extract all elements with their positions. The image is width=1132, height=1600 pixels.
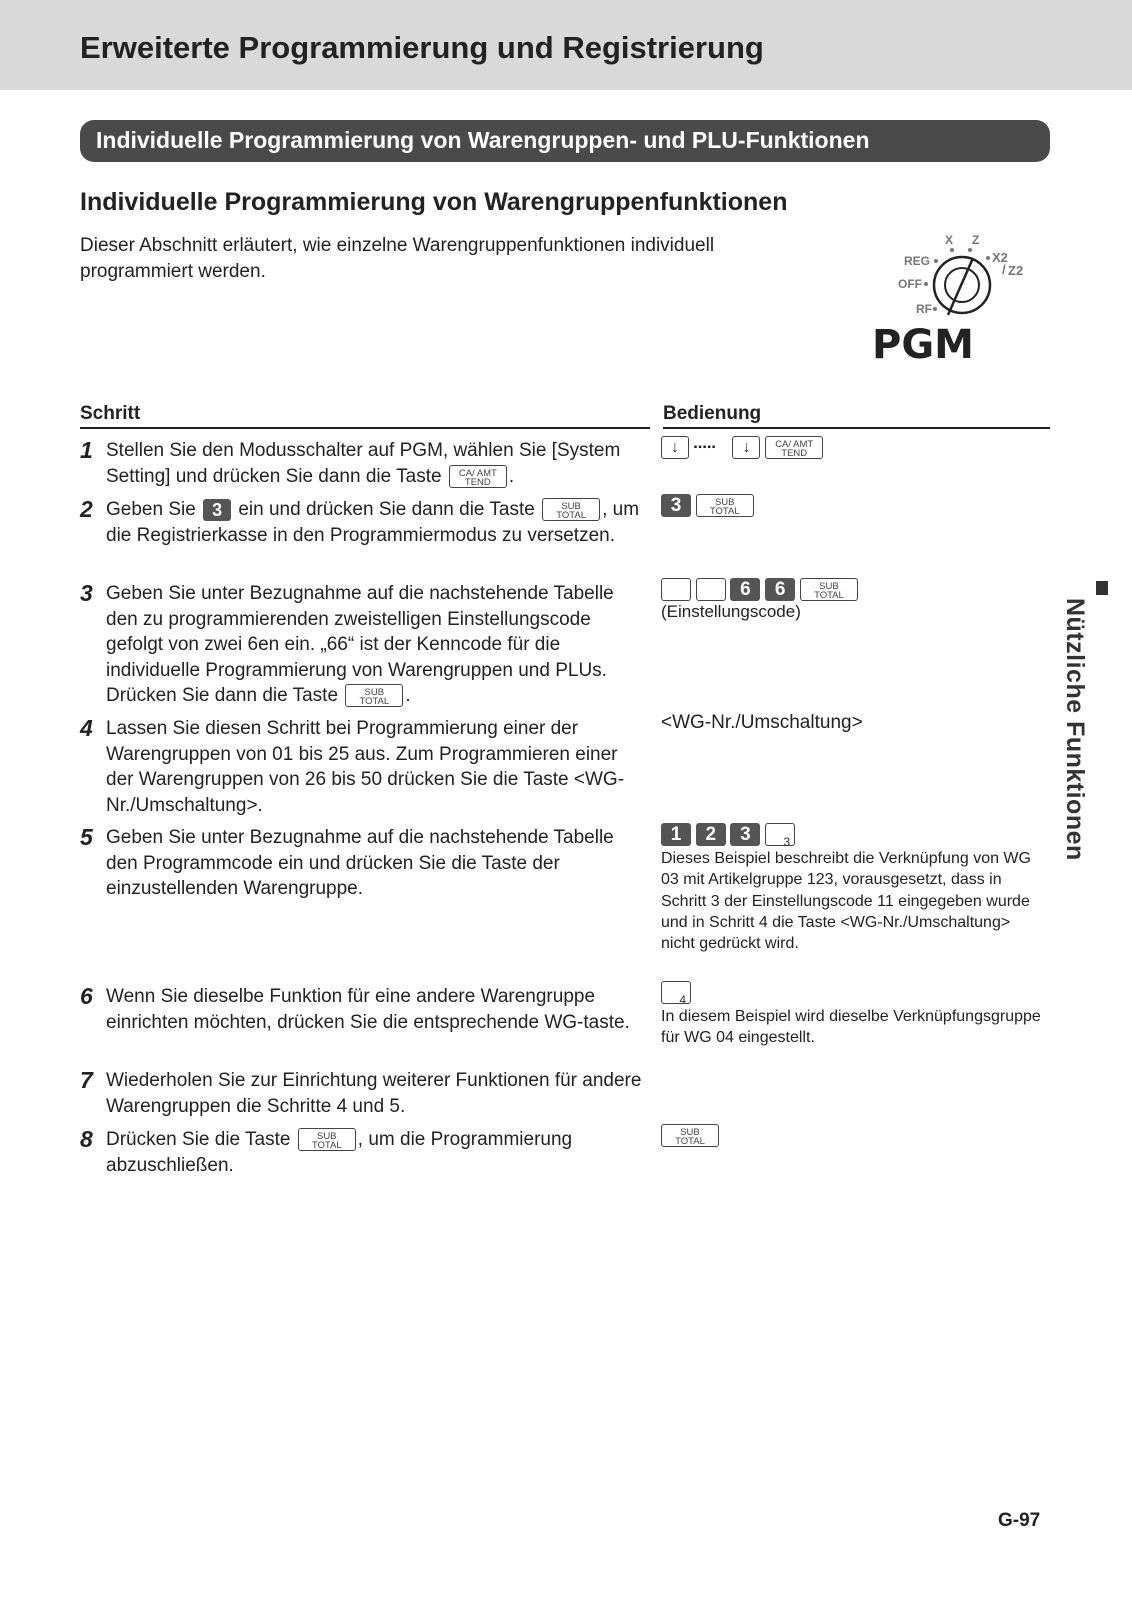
step-7 xyxy=(80,1068,650,1119)
step-1: 1 Stellen Sie den Modusschalter auf PGM, wählen Sie [System Setting] und drücken Sie dann die Taste CA/ AMT TEND . xyxy=(80,437,621,488)
number-key-2-icon: 2 xyxy=(696,823,726,846)
operation-2 xyxy=(661,494,1041,517)
number-key-6-icon: 6 xyxy=(765,578,795,601)
subtotal-key-icon: SUB TOTAL xyxy=(298,1128,356,1151)
operation-3 xyxy=(661,578,1041,623)
step-number: 7 xyxy=(80,1067,93,1093)
page-number: G-97 xyxy=(998,1510,1041,1531)
step-number: 3 xyxy=(80,580,93,606)
page-header xyxy=(0,0,1132,90)
mode-label-z: Z xyxy=(972,233,980,247)
subtotal-key-icon: SUB TOTAL xyxy=(696,494,754,517)
mode-label-x: X xyxy=(945,233,954,247)
side-tab-label: Nützliche Funktionen xyxy=(1061,598,1089,861)
step-number: 6 xyxy=(80,983,93,1009)
svg-text:/: / xyxy=(1002,262,1006,277)
step-2: 2 Geben Sie 3 ein und drücken Sie dann die Taste SUB TOTAL , um die Registrierkasse in den Programmiermodus zu versetzen. xyxy=(80,496,640,546)
mode-label-off: OFF xyxy=(898,277,922,291)
operation-6 xyxy=(661,981,1041,1049)
blank-key-icon xyxy=(661,578,691,601)
number-key-1-icon: 1 xyxy=(661,823,691,846)
step-text: Geben Sie unter Bezugnahme auf die nachstehende Tabelle den Programmcode ein und drücken Sie die Taste der einzustellenden Warengruppe. xyxy=(106,827,614,899)
subsection-title: Individuelle Programmierung von Warengruppenfunktionen xyxy=(80,188,788,216)
side-tab-marker xyxy=(1096,581,1108,595)
mode-label-reg: REG xyxy=(904,254,931,268)
mode-switch-illustration xyxy=(872,230,1050,370)
number-key-3-icon: 3 xyxy=(730,823,760,846)
mode-label-pgm: PGM xyxy=(872,322,974,368)
step-8: 8 Drücken Sie die Taste SUB TOTAL , um die Programmierung abzuschließen. xyxy=(80,1126,573,1176)
step-3: 3 Geben Sie unter Bezugnahme auf die nachstehende Tabelle den zu programmierenden zweistelligen Einstellungscode gefolgt von zwei 6en ein. „66“ ist der Kenncode für die individuelle Programmierung von Warengruppen und PLUs. Drücken Sie dann die Taste SUB TOTAL . xyxy=(80,580,614,708)
repeat-dots-icon: ▪▪▪▪▪ xyxy=(693,442,717,454)
section-title: Individuelle Programmierung von Warengruppen- und PLU-Funktionen xyxy=(96,127,870,153)
operation-4: <WG-Nr./Umschaltung> xyxy=(661,712,863,733)
step-text: Stellen Sie den Modusschalter auf PGM, wählen Sie [System Setting] und drücken Sie dann die Taste xyxy=(106,440,621,487)
step-text: Wenn Sie dieselbe Funktion für eine andere Warengruppe einrichten möchten, drücken Sie die entsprechende WG-taste. xyxy=(106,986,630,1033)
step-text: Wiederholen Sie zur Einrichtung weiterer Funktionen für andere Warengruppen die Schritte 4 und 5. xyxy=(106,1070,642,1117)
step-5 xyxy=(80,825,650,902)
ca-amt-tend-key-icon: CA/ AMT TEND xyxy=(449,465,507,488)
mode-label-z2: Z2 xyxy=(1008,263,1024,278)
subtotal-key-icon: SUB TOTAL xyxy=(345,684,403,707)
step-4 xyxy=(80,716,650,818)
blank-key-icon xyxy=(696,578,726,601)
step-number: 8 xyxy=(80,1126,93,1152)
number-key-3-icon: 3 xyxy=(661,494,691,517)
department-key-3-icon: 3 xyxy=(765,823,795,846)
section-heading-bar xyxy=(80,120,1050,162)
example-note: Dieses Beispiel beschreibt die Verknüpfung von WG 03 mit Artikelgruppe 123, vorausgesetzt, dass in Schritt 3 der Einstellungscode 11 eingegeben wurde und in Schritt 4 die Taste <WG-Nr./Umschaltung> nicht gedrückt wird. xyxy=(661,850,1031,953)
step-number: 2 xyxy=(80,496,93,522)
setting-code-note: (Einstellungscode) xyxy=(661,602,801,622)
step-text: Lassen Sie diesen Schritt bei Programmierung einer der Warengruppen von 01 bis 25 aus. Zum Programmieren einer der Warengruppen von 26 bis 50 drücken Sie die Taste <WG-Nr./Umschaltung>. xyxy=(106,718,625,816)
down-arrow-key-icon: ↓ xyxy=(661,436,689,459)
down-arrow-key-icon: ↓ xyxy=(732,436,760,459)
operation-8 xyxy=(661,1124,1041,1147)
number-key-6-icon: 6 xyxy=(730,578,760,601)
mode-label-rf: RF xyxy=(916,302,932,316)
subtotal-key-icon: SUB TOTAL xyxy=(800,578,858,601)
column-heading-operation: Bedienung xyxy=(663,403,1050,429)
column-heading-step: Schritt xyxy=(80,403,650,429)
subtotal-key-icon: SUB TOTAL xyxy=(542,498,600,521)
operation-5 xyxy=(661,823,1041,955)
example-note: In diesem Beispiel wird dieselbe Verknüpfungsgruppe für WG 04 eingestellt. xyxy=(661,1008,1041,1047)
ca-amt-tend-key-icon: CA/ AMT TEND xyxy=(765,436,823,459)
mode-label-x2: X2 xyxy=(992,250,1008,265)
step-number: 1 xyxy=(80,437,93,463)
step-number: 5 xyxy=(80,824,93,850)
page-title: Erweiterte Programmierung und Registrierung xyxy=(80,30,764,65)
step-6 xyxy=(80,984,650,1035)
operation-1 xyxy=(661,436,1041,459)
intro-text: Dieser Abschnitt erläutert, wie einzelne Warengruppenfunktionen individuell programmiert werden. xyxy=(80,235,715,282)
number-key-3-icon: 3 xyxy=(203,499,231,521)
subtotal-key-icon: SUB TOTAL xyxy=(661,1124,719,1147)
department-key-4-icon: 4 xyxy=(661,981,691,1004)
step-number: 4 xyxy=(80,715,93,741)
